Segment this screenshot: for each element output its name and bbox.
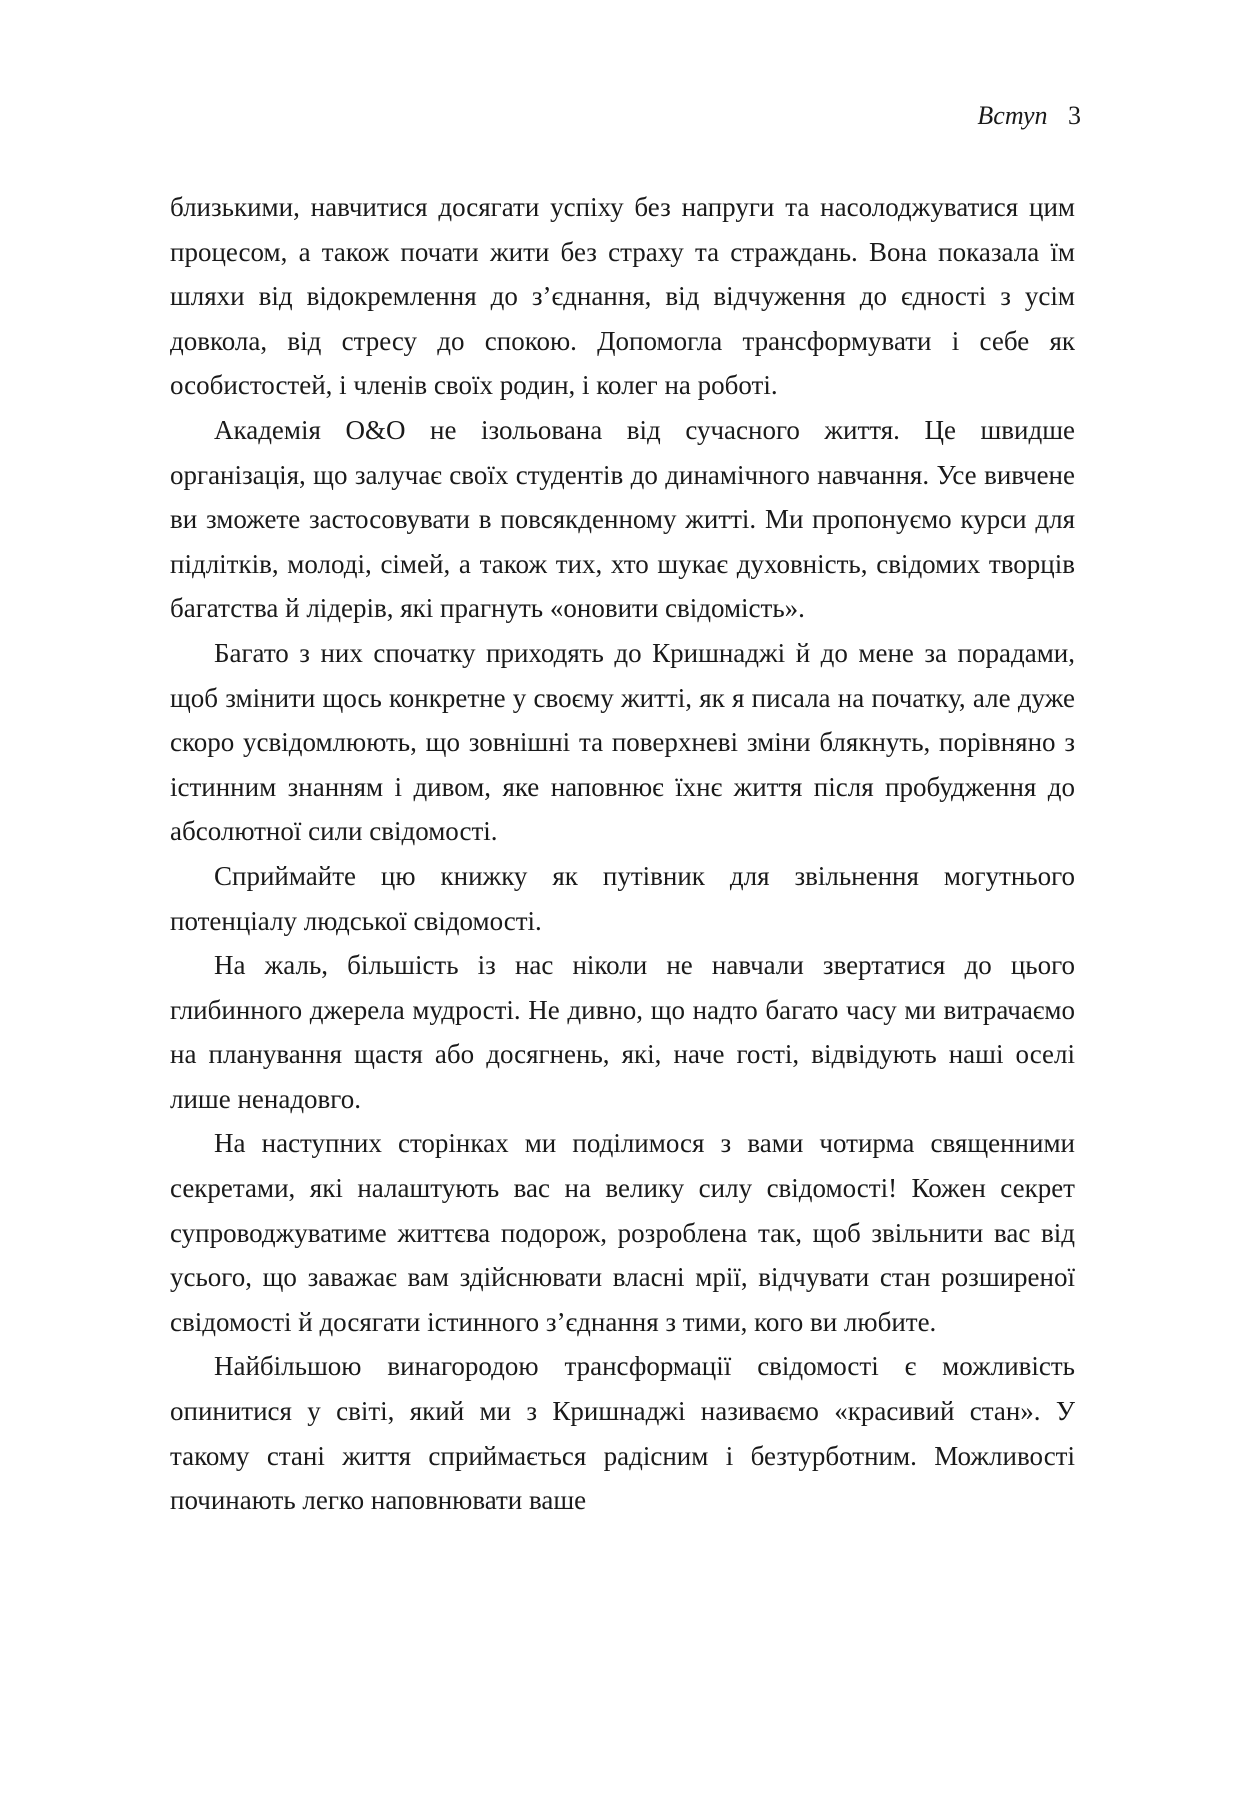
paragraph: На жаль, більшість із нас ніколи не навчали звертатися до цього глибинного джерела мудрості. Не дивно, що надто багато часу ми витрачаємо на планування щастя або досягнень, які, наче гості, відвідують наші оселі лише ненадовго.: [170, 950, 1075, 1114]
body-text: [170, 185, 1075, 1523]
paragraph: Багато з них спочатку приходять до Кришнаджі й до мене за порадами, щоб змінити щось конкретне у своєму житті, як я писала на початку, але дуже скоро усвідомлюють, що зовнішні та поверхневі зміни блякнуть, порівняно з істинним знанням і дивом, яке наповнює їхнє життя після пробудження до абсолютної сили свідомості.: [170, 637, 1075, 847]
paragraph: Академія О&О не ізольована від сучасного життя. Це швидше організація, що залучає своїх студентів до динамічного навчання. Усе вивчене ви зможете застосовувати в повсякденному житті. Ми пропонуємо курси для підлітків, молоді, сімей, а також тих, хто шукає духовність, свідомих творців багатства й лідерів, які прагнуть «оновити свідомість».: [170, 414, 1075, 624]
paragraph: Сприймайте цю книжку як путівник для звільнення могутнього потенціалу людської свідомості.: [170, 860, 1075, 936]
running-header: [977, 100, 1081, 132]
paragraph: Найбільшою винагородою трансформації свідомості є можливість опинитися у світі, який ми з Кришнаджі називаємо «красивий стан». У такому стані життя сприймається радісним і безтурботним. Можливості починають легко наповнювати ваше: [170, 1351, 1075, 1516]
section-title: Вступ: [977, 101, 1048, 130]
paragraph: На наступних сторінках ми поділимося з вами чотирма священними секретами, які налаштують вас на велику силу свідомості! Кожен секрет супроводжуватиме життєва подорож, розроблена так, щоб звільнити вас від усього, що заважає вам здійснювати власні мрії, відчувати стан розширеної свідомості й досягати істинного з’єднання з тими, кого ви любите.: [170, 1128, 1075, 1337]
paragraph-continued: близькими, навчитися досягати успіху без напруги та насолоджуватися цим процесом, а також почати жити без страху та страждань. Вона показала їм шляхи від відокремлення до з’єднання, від відчуження до єдності з усім довкола, від стресу до спокою. Допомогла трансформувати і себе як особистостей, і членів своїх родин, і колег на роботі.: [170, 192, 1075, 401]
page-number: 3: [1068, 101, 1081, 130]
